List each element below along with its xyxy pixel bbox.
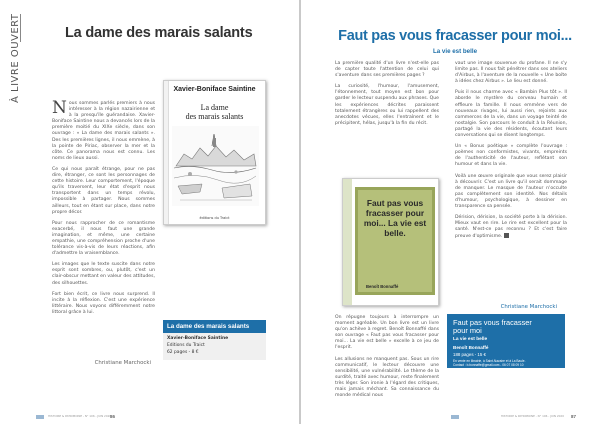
info-details: 62 pages - 8 €: [167, 350, 199, 355]
magazine-logo: [451, 415, 459, 419]
book-spine: [343, 179, 352, 305]
info-sale: En vente en librairie, à Saint-Nazaire et à La Baule.: [453, 359, 526, 363]
right-column-1: [335, 61, 439, 132]
book-spine: [164, 81, 169, 224]
left-paragraph: Les images que le texte suscite dans notre esprit sont sombres, ou, plutôt, c'est un clair-obscur mettant en valeur des attitudes, des silhouettes.: [52, 262, 155, 286]
magazine-logo: [36, 415, 44, 419]
left-book-cover: [163, 80, 266, 225]
cover-author: Xavier-Boniface Saintine: [173, 86, 256, 93]
left-article-body: [52, 98, 155, 321]
right-signature: Christiane Marchocki: [500, 304, 557, 310]
right-paragraph: La première qualité d'un livre n'est-elle pas de capter toute l'attention de celui qui s'aventure dans ses premières pages ?: [335, 61, 439, 79]
cover-title: La dame des marais salants: [185, 103, 244, 121]
left-page: [0, 0, 299, 424]
cover-frame: [355, 187, 435, 295]
left-paragraph: Nous sommes parlés premiers à nous intéresser à la région nazairienne et à la presqu'île guérandaise. Xavier-Boniface Saintine nous a devancés lors de la première moitié du XIXe siècle, dans son ouvrage : « La dame des marais salants ». Des les premières lignes, il nous emmène, à la pointe de Piriac, observer la mer et la côte. Ce panorama nous est connu. Les noms de lieux aussi.: [52, 98, 155, 161]
cover-publisher: éditions du Traict: [199, 216, 230, 220]
left-paragraph: Pour nous rapprocher de ce romantisme exacerbé, il nous faut une grande imagination, et même, une certaine empathie, une compréhension proche d'une tolérance vis-à-vis de leurs réactions, afin d'admettre la vraisemblance.: [52, 220, 155, 257]
cover-illustration: [172, 126, 259, 206]
left-article-title: La dame des marais salants: [65, 25, 253, 41]
left-signature: Christiane Marchocki: [94, 360, 151, 366]
right-paragraph: vaut une image souvenue du profane. Il ne s'y limite pas. Il nous fait pénétrer dans ses ateliers d'Airbus, à l'aventure de la nouvelle « Une boîte à idées chez Airbus ». Le lieu est donné.: [455, 61, 567, 85]
info-title: Faut pas vous fracasser pour moi: [453, 318, 532, 335]
right-paragraph: Les allusions ne manquent pas. Sous un rire communicatif, le lecteur découvre une sensibilité, une vulnérabilité. Le thème de la surdité, traité avec humour, reste finalement très léger. Son ironie à l'égard des critiques, mais jamais méchant. Sa connaissance du monde médical nous: [335, 356, 439, 399]
info-author: Benoît Bonnaffé: [453, 345, 489, 350]
right-column-2: [455, 61, 567, 245]
left-book-info-box: [163, 320, 266, 360]
right-footer: HISTOIRE & PATRIMOINE - N° 106 - JUIN 2020: [500, 414, 564, 418]
info-details: 188 pages - 15 €: [453, 352, 486, 357]
right-paragraph: Dérision, dérision, la société porte à la dérision. Mieux vaut en rire. Le rire est excellent pour la santé. N'est-ce pas reconnu ? Et c'est faire preuve d'optimisme.: [455, 215, 567, 240]
right-article-title: Faut pas vous fracasser pour moi...: [338, 28, 572, 44]
cover-title: Faut pas vous fracasser pour moi... La vie est belle.: [363, 198, 427, 238]
right-paragraph: La curiosité, l'humour, l'amusement, l'étonnement, tout moyen est bon pour garder le lecteur suspendu aux phrases. Que les expériences décrites paraissent totalement étrangères ou lui rappellent des anecdotes vécues, elles l'entraînent et le précipitent, hélas, jusqu'à la fin du récit.: [335, 84, 439, 126]
right-page: [301, 0, 600, 424]
info-publisher: Editions du Traict: [167, 343, 205, 348]
right-book-info-box: [447, 314, 565, 368]
right-paragraph: Voilà une œuvre originale que vous serez plaisir à découvrir. C'est un livre qu'il serait dommage de manquer. Le masque de l'auteur n'occulte pas complètement son identité. Nos détails d'humour, psychologique, à dessiner en transparence sa pensée.: [455, 173, 567, 209]
end-mark-icon: [504, 233, 509, 238]
info-title: La dame des marais salants: [163, 320, 266, 333]
cover-author: Benoît Bonnaffé: [366, 284, 399, 289]
dropcap: N: [52, 98, 67, 118]
right-paragraph: On répugne toujours à interrompre un moment agréable. Un bon livre est un livre qu'on achève à regret. Benoît Bonnaffé dans son ouvrage « Faut pas vous fracasser pour moi... La vie est belle » excelle à ce jeu de l'esprit.: [335, 315, 439, 351]
right-book-cover: [342, 178, 439, 306]
info-author: Xavier-Boniface Saintine: [167, 336, 229, 341]
info-subtitle: La vie est belle: [453, 337, 488, 342]
right-paragraph: Puis il nous charme avec « Bambin Plus tôt ». Il aborde le mystère du cerveau humain et effleure la famille. Il nous emmène vers de nouveaux rivages, lui aussi rien, rejoints aux commerces de la vie, dans un voyage teinté de nostalgie. Son parcours le conduit à la Réunion, partagé la vie des résidents, écoutant leurs conversations qui se disent longtemps.: [455, 90, 567, 139]
left-paragraph: Fort bien écrit, ce livre nous surprend. Il incite à la réflexion. C'est une expérience littéraire. Nous voyons différemment notre littoral grâce à lui.: [52, 291, 155, 315]
right-page-number: 87: [570, 414, 576, 419]
left-footer: HISTOIRE & PATRIMOINE - N° 106 - JUIN 2020: [48, 414, 112, 418]
right-column-1-bottom: [335, 315, 439, 399]
right-paragraph: Un « Bonus poétique » complète l'ouvrage : poèmes non conformistes, vivants, empreints de l'authenticité de l'auteur, reflétant son humour et dans la vie.: [455, 144, 567, 168]
left-page-number: 86: [110, 414, 116, 419]
section-label: À LIVRE OUVERT: [10, 13, 21, 103]
info-contact: Contact : b.bonnaffe@gmail.com - 06 07 08 09 10: [453, 363, 524, 367]
left-paragraph: Ce qui nous paraît étrange, pour ne pas dire, étranger, ce sont les personnages de cette histoire. Leur comportement, l'époque qu'ils traversent, leur état d'esprit nous transportent dans un temps révolu, impossible à partager. Nous sommes ailleurs, tout en étant sur place, dans notre propre décor.: [52, 166, 155, 215]
right-article-subtitle: La vie est belle: [432, 48, 478, 55]
